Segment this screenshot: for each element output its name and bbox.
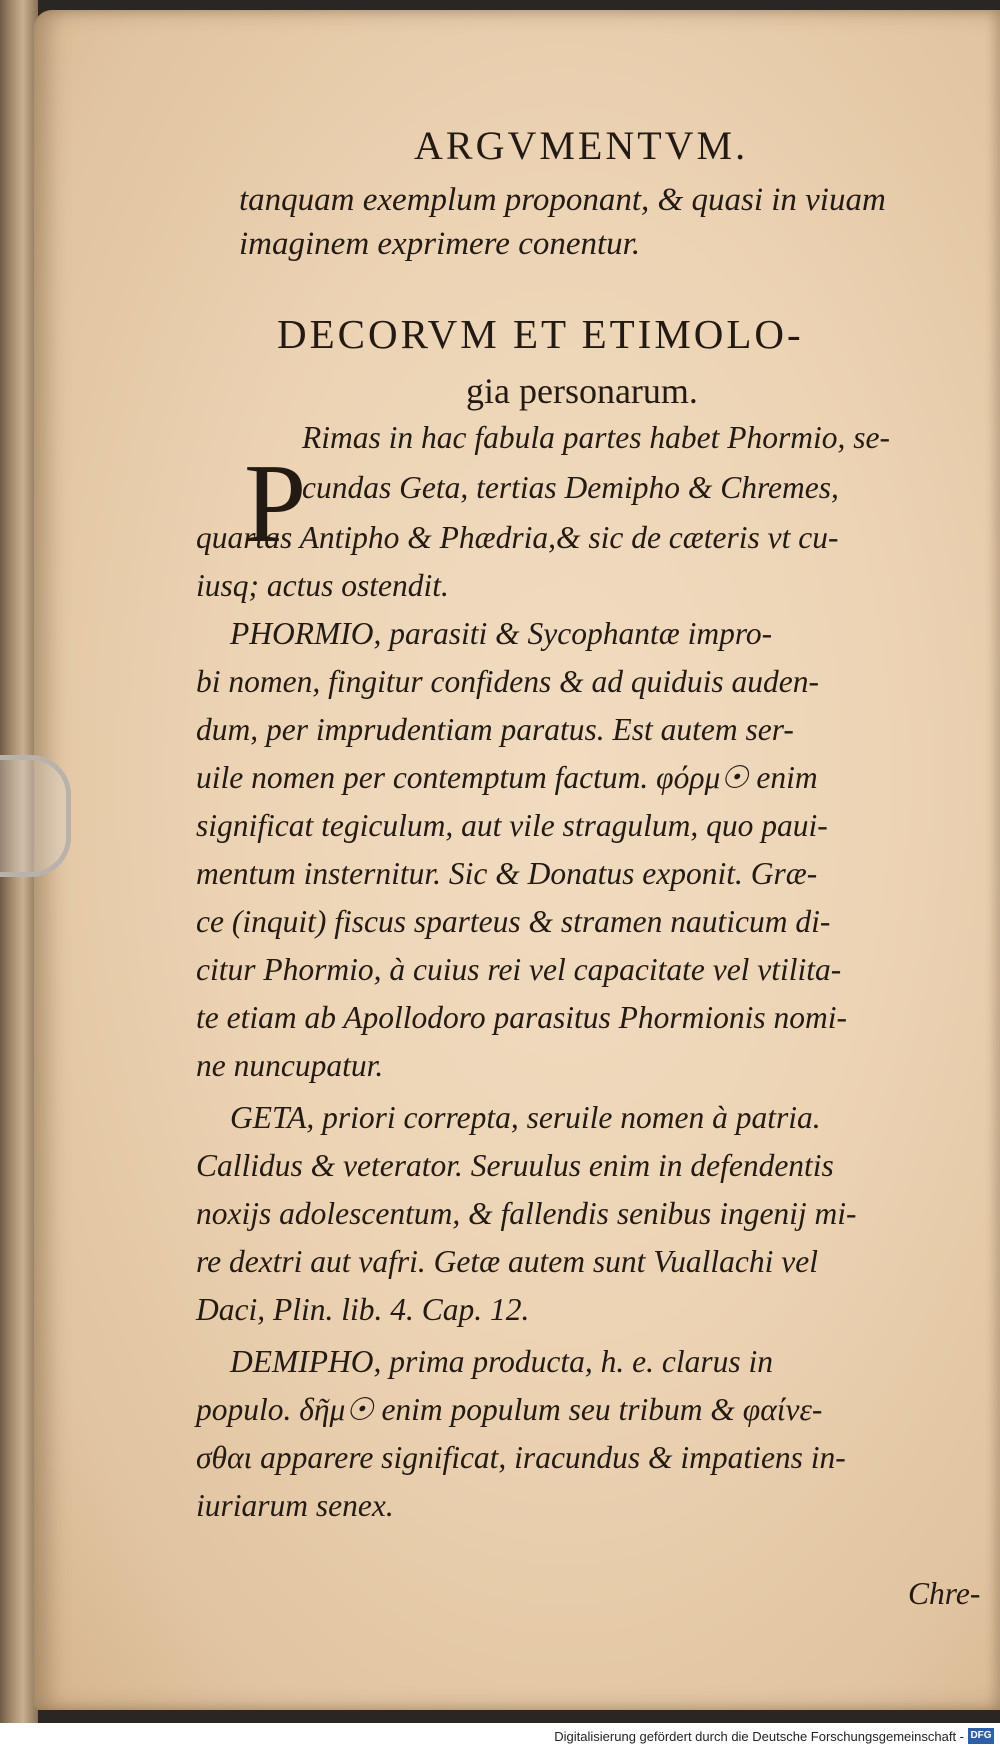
intro-line: imaginem exprimere conentur.	[239, 226, 641, 262]
text-line: quartas Antipho & Phædria,& sic de cæteris vt cu-	[196, 520, 839, 555]
catchword: Chre-	[908, 1576, 981, 1611]
text-line: mentum insternitur. Sic & Donatus exponit. Græ-	[196, 856, 818, 891]
text-line: PHORMIO, parasiti & Sycophantæ impro-	[230, 616, 773, 651]
text-line: σθαι apparere significat, iracundus & impatiens in-	[196, 1440, 846, 1475]
text-line: significat tegiculum, aut vile stragulum, quo paui-	[196, 808, 828, 843]
text-line: noxijs adolescentum, & fallendis senibus ingenij mi-	[196, 1196, 857, 1231]
text-line: Rimas in hac fabula partes habet Phormio, se-	[302, 420, 890, 455]
text-line: re dextri aut vafri. Getæ autem sunt Vuallachi vel	[196, 1244, 819, 1279]
text-line: uile nomen per contemptum factum. φόρμ☉ enim	[196, 760, 818, 795]
text-line: populo. δῆμ☉ enim populum seu tribum & φαίνε-	[196, 1392, 823, 1427]
running-head: ARGVMENTVM.	[414, 123, 749, 168]
footer-credit: Digitalisierung gefördert durch die Deutsche Forschungsgemeinschaft -	[554, 1729, 964, 1744]
intro-line: tanquam exemplum proponant, & quasi in viuam	[239, 182, 886, 218]
text-line: te etiam ab Apollodoro parasitus Phormionis nomi-	[196, 1000, 848, 1035]
text-line: DEMIPHO, prima producta, h. e. clarus in	[230, 1344, 774, 1379]
text-line: GETA, priori correpta, seruile nomen à patria.	[230, 1100, 821, 1135]
text-line: dum, per imprudentiam paratus. Est autem ser-	[196, 712, 794, 747]
page-clip	[0, 755, 71, 877]
text-line: iusq; actus ostendit.	[196, 568, 449, 603]
text-line: citur Phormio, à cuius rei vel capacitate vel vtilita-	[196, 952, 842, 987]
text-line: Callidus & veterator. Seruulus enim in defendentis	[196, 1148, 834, 1183]
drop-cap: P	[244, 442, 307, 566]
section-title: DECORVM ET ETIMOLO-	[277, 311, 804, 357]
text-line: bi nomen, fingitur confidens & ad quiduis auden-	[196, 664, 819, 699]
dfg-logo: DFG	[968, 1728, 994, 1744]
text-line: cundas Geta, tertias Demipho & Chremes,	[302, 470, 839, 505]
book-page	[34, 10, 1000, 1710]
section-subtitle: gia personarum.	[466, 371, 698, 411]
text-line: ce (inquit) fiscus sparteus & stramen nauticum di-	[196, 904, 831, 939]
text-line: Daci, Plin. lib. 4. Cap. 12.	[196, 1292, 530, 1327]
footer-bar	[0, 1723, 1000, 1753]
text-line: iuriarum senex.	[196, 1488, 394, 1523]
text-line: ne nuncupatur.	[196, 1048, 384, 1083]
